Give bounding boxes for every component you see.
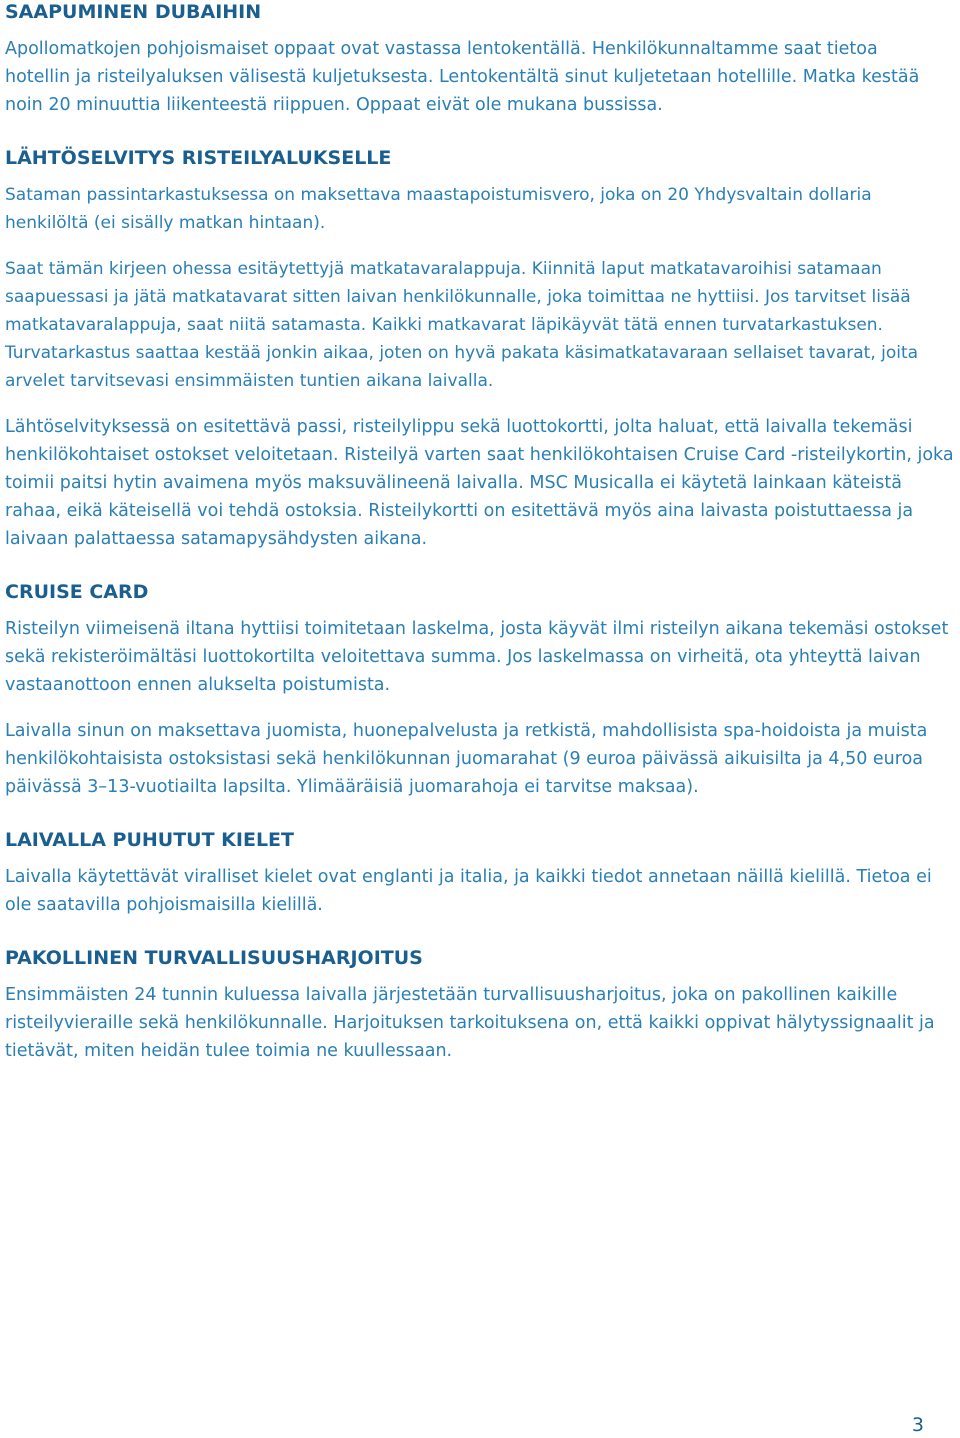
paragraph-cruise-card-statement: Risteilyn viimeisenä iltana hyttiisi toimitetaan laskelma, josta käyvät ilmi risteilyn aikana tekemäsi ostokset sekä rekisteröimältäsi luottokortilta veloitettava summa. Jos laskelmassa on virheitä, ota yhteyttä laivan vastaanottoon ennen alukselta poistumista. — [5, 619, 949, 695]
paragraph-cruise-card-payments: Laivalla sinun on maksettava juomista, huonepalvelusta ja retkistä, mahdollisista spa-hoidoista ja muista henkilökohtaisista ostoksistasi sekä henkilökunnan juomarahat (9 euroa päivässä aikuisilta ja 4,50 euroa päivässä 3–13-vuotiailta lapsilta. Ylimääräisiä juomarahoja ei tarvitse maksaa). — [5, 721, 928, 797]
paragraph-checkin-documents: Lähtöselvityksessä on esitettävä passi, risteilylippu sekä luottokortti, jolta haluat, että laivalla tekemäsi henkilökohtaiset ostokset veloitetaan. Risteilyä varten saat henkilökohtaisen Cruise Card -risteilykortin, joka toimii paitsi hytin avaimena myös maksuvälineenä laivalla. MSC Musicalla ei käytetä lainkaan käteistä rahaa, eikä käteisellä voi tehdä ostoksia. Risteilykortti on esitettävä myös aina laivasta poistuttaessa ja laivaan palattaessa satamapysähdysten aikana. — [5, 417, 954, 549]
section-heading-checkin: LÄHTÖSELVITYS RISTEILYALUKSELLE — [5, 147, 392, 169]
paragraph-checkin-luggage: Saat tämän kirjeen ohessa esitäytettyjä matkatavaralappuja. Kiinnitä laput matkatavaroihisi satamaan saapuessasi ja jätä matkatavarat sitten laivan henkilökunnalle, joka toimittaa ne hyttiisi. Jos tarvitset lisää matkatavaralappuja, saat niitä satamasta. Kaikki matkavarat läpikäyvät tätä ennen turvatarkastuksen. Turvatarkastus saattaa kestää jonkin aikaa, joten on hyvä pakata käsimatkatavaraan sellaiset tavarat, joita arvelet tarvitsevasi ensimmäisten tuntien aikana laivalla. — [5, 259, 919, 391]
section-heading-safety-drill: PAKOLLINEN TURVALLISUUSHARJOITUS — [5, 947, 423, 969]
page-number: 3 — [911, 1414, 924, 1436]
paragraph-checkin-tax: Sataman passintarkastuksessa on maksettava maastapoistumisvero, joka on 20 Yhdysvaltain dollaria henkilöltä (ei sisälly matkan hintaan). — [5, 185, 872, 233]
paragraph-safety-drill: Ensimmäisten 24 tunnin kuluessa laivalla järjestetään turvallisuusharjoitus, joka on pakollinen kaikille risteilyvieraille sekä henkilökunnalle. Harjoituksen tarkoituksena on, että kaikki oppivat hälytyssignaalit ja tietävät, miten heidän tulee toimia ne kuullessaan. — [5, 985, 935, 1061]
section-heading-arrival: SAAPUMINEN DUBAIHIN — [5, 1, 262, 23]
paragraph-languages: Laivalla käytettävät viralliset kielet ovat englanti ja italia, ja kaikki tiedot annetaan näillä kielillä. Tietoa ei ole saatavilla pohjoismaisilla kielillä. — [5, 867, 932, 915]
section-heading-languages: LAIVALLA PUHUTUT KIELET — [5, 829, 294, 851]
paragraph-arrival: Apollomatkojen pohjoismaiset oppaat ovat vastassa lentokentällä. Henkilökunnaltamme saat tietoa hotellin ja risteilyaluksen välisestä kuljetuksesta. Lentokentältä sinut kuljetetaan hotellille. Matka kestää noin 20 minuuttia liikenteestä riippuen. Oppaat eivät ole mukana bussissa. — [5, 39, 920, 115]
section-heading-cruise-card: CRUISE CARD — [5, 581, 149, 603]
document-page — [5, 0, 955, 1065]
